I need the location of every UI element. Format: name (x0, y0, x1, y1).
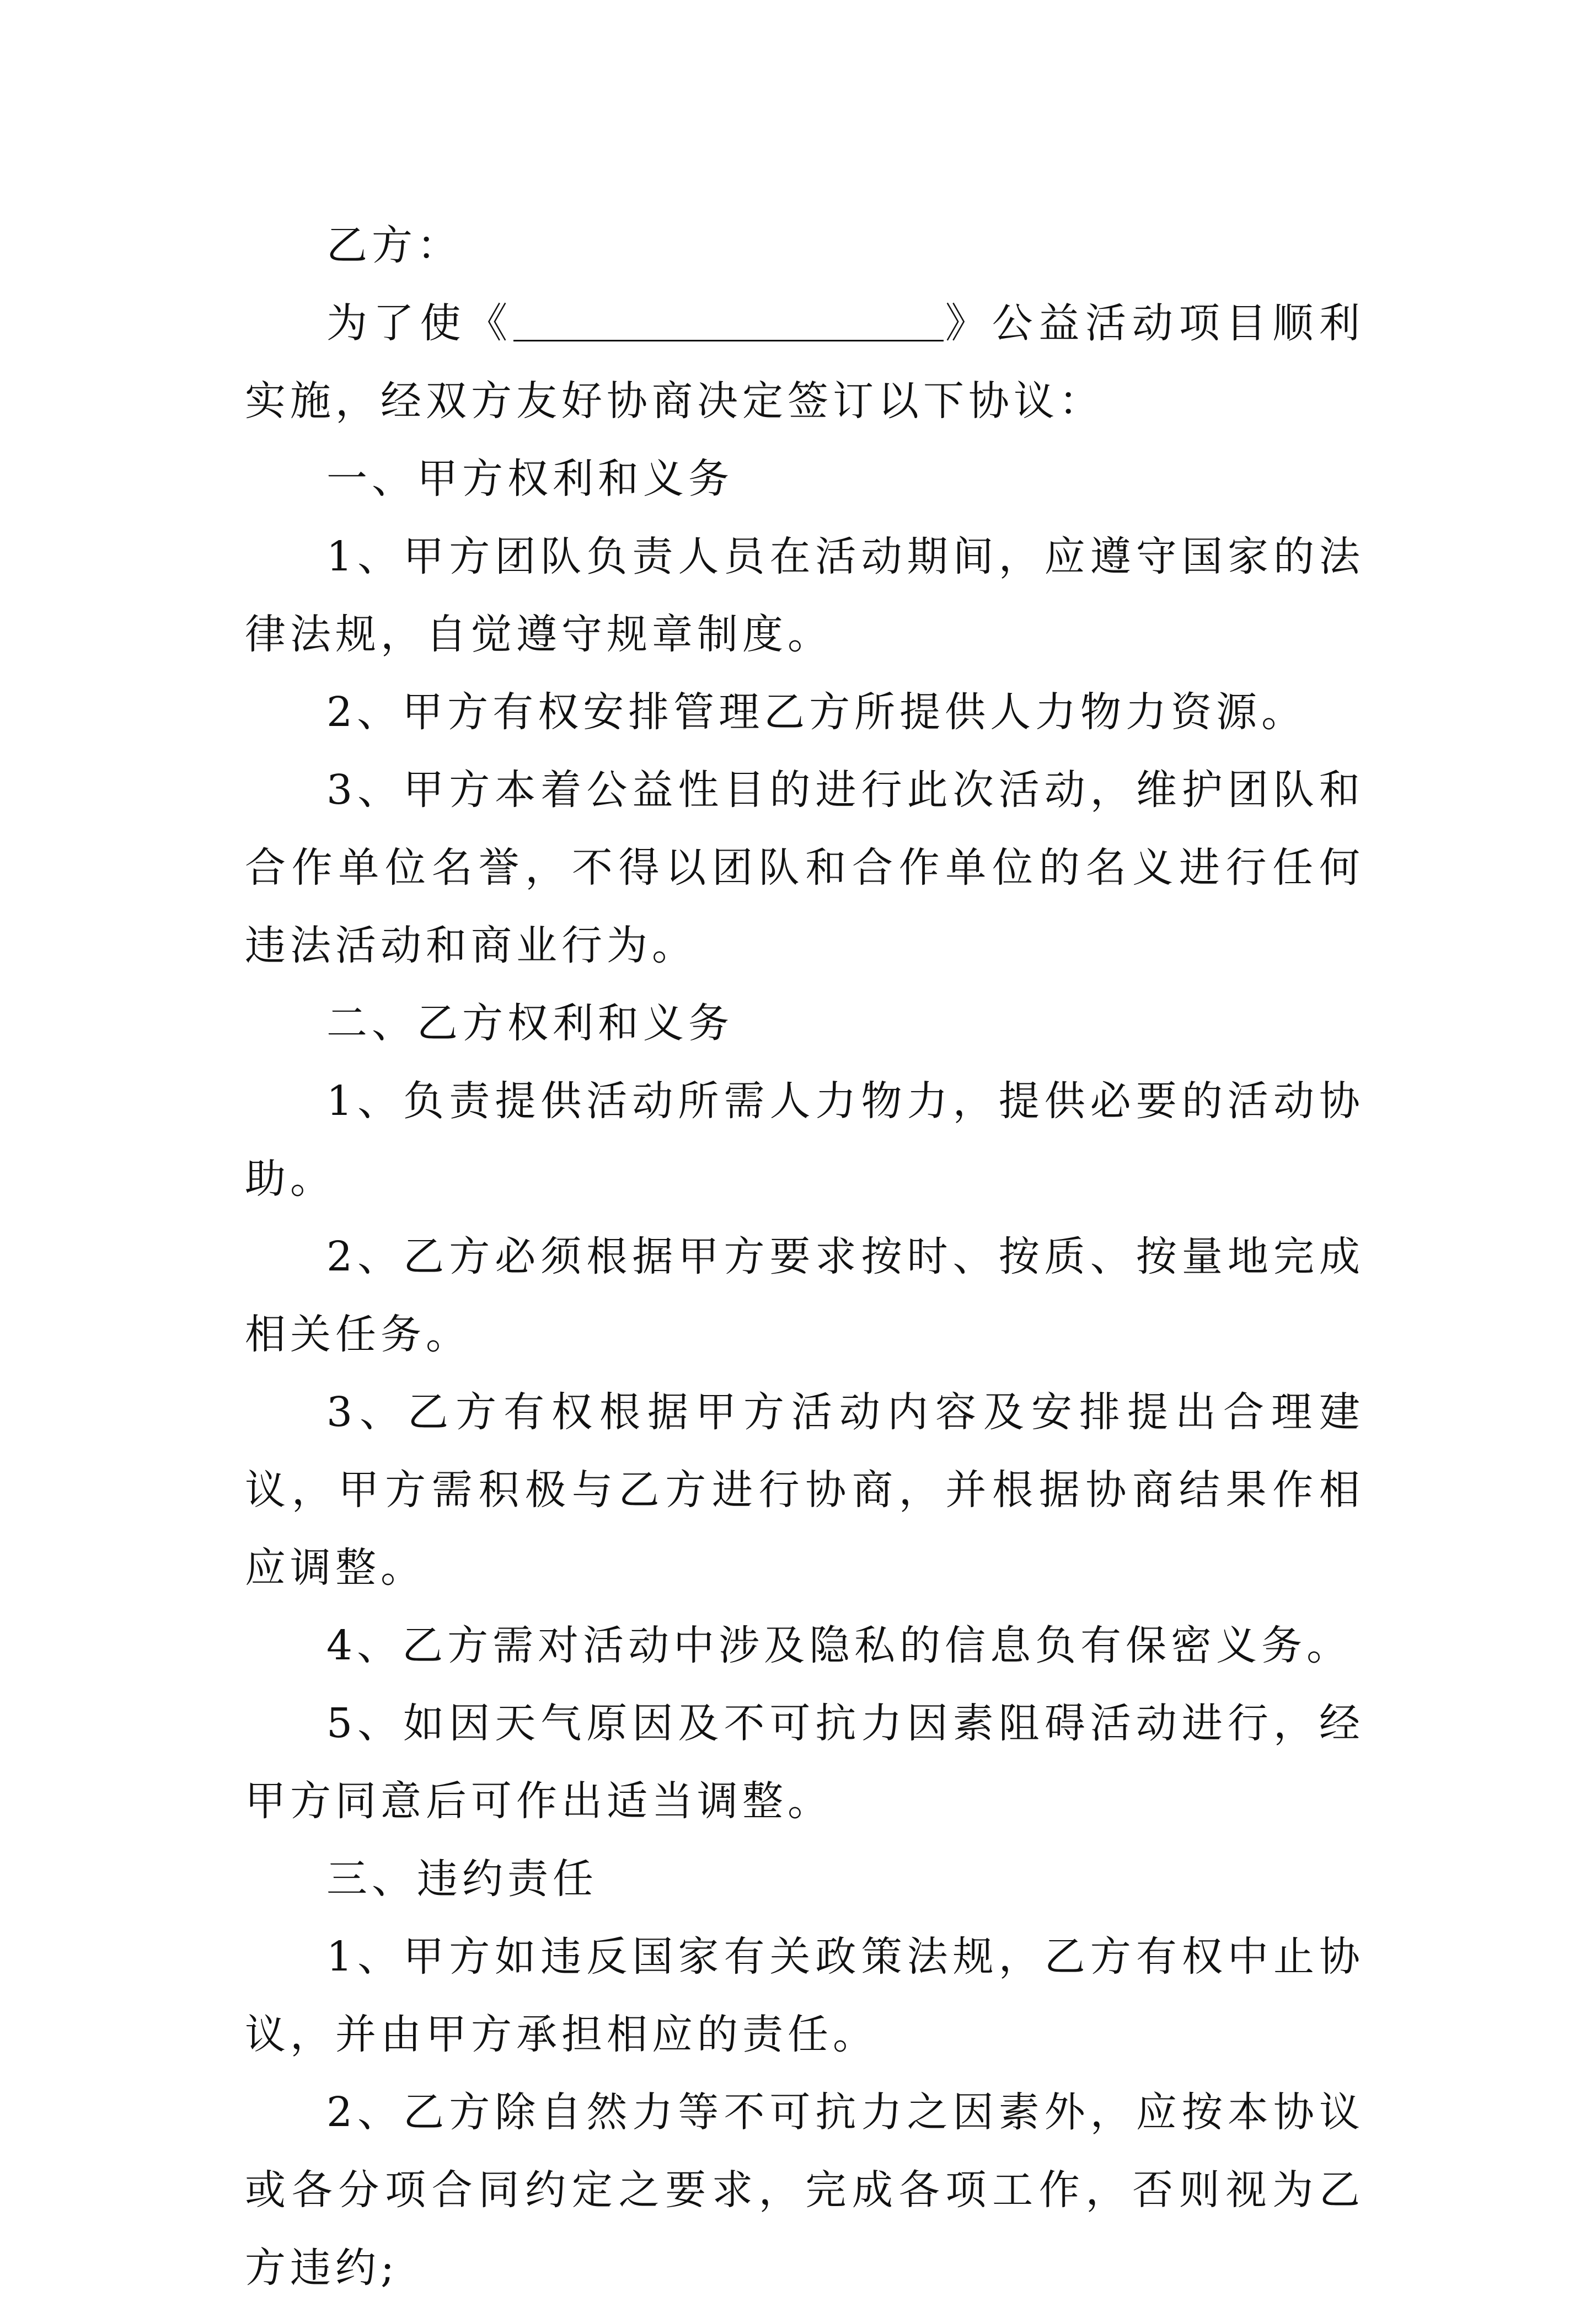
section-heading-party-b: 二、乙方权利和义务 (326, 1000, 733, 1047)
party-b-clause-5: 5、如因天气原因及不可抗力因素阻碍活动进行，经甲方同意后可作出适当调整。 (245, 1700, 1364, 1825)
party-a-clause-2: 2、甲方有权安排管理乙方所提供人力物力资源。 (326, 688, 1307, 736)
intro-prefix: 为了使《 (326, 300, 514, 347)
document-body (245, 207, 1364, 2307)
party-a-clause-1: 1、甲方团队负责人员在活动期间，应遵守国家的法律法规，自觉遵守规章制度。 (245, 533, 1364, 658)
party-b-clause-4: 4、乙方需对活动中涉及隐私的信息负有保密义务。 (326, 1622, 1352, 1669)
party-b-clause-1: 1、负责提供活动所需人力物力，提供必要的活动协助。 (245, 1077, 1364, 1203)
party-a-clause-3: 3、甲方本着公益性目的进行此次活动，维护团队和合作单位名誉，不得以团队和合作单位的名义进行任何违法活动和商业行为。 (245, 766, 1364, 969)
section-heading-breach: 三、违约责任 (326, 1855, 598, 1903)
project-name-blank[interactable] (513, 299, 944, 341)
breach-clause-2: 2、乙方除自然力等不可抗力之因素外，应按本协议或各分项合同约定之要求，完成各项工作，否则视为乙方违约; (245, 2089, 1364, 2292)
intro-suffix: 》公益活动项目顺利实施，经双方友好协商决定签订以下协议： (245, 300, 1365, 425)
section-heading-party-a: 一、甲方权利和义务 (326, 455, 733, 503)
party-b-clause-3: 3、乙方有权根据甲方活动内容及安排提出合理建议，甲方需积极与乙方进行协商，并根据协商结果作相应调整。 (245, 1389, 1364, 1592)
intro-paragraph (245, 285, 1364, 440)
breach-clause-1: 1、甲方如违反国家有关政策法规，乙方有权中止协议，并由甲方承担相应的责任。 (245, 1933, 1364, 2058)
party-b-clause-2: 2、乙方必须根据甲方要求按时、按质、按量地完成相关任务。 (245, 1233, 1364, 1358)
party-b-line: 乙方： (326, 222, 462, 269)
